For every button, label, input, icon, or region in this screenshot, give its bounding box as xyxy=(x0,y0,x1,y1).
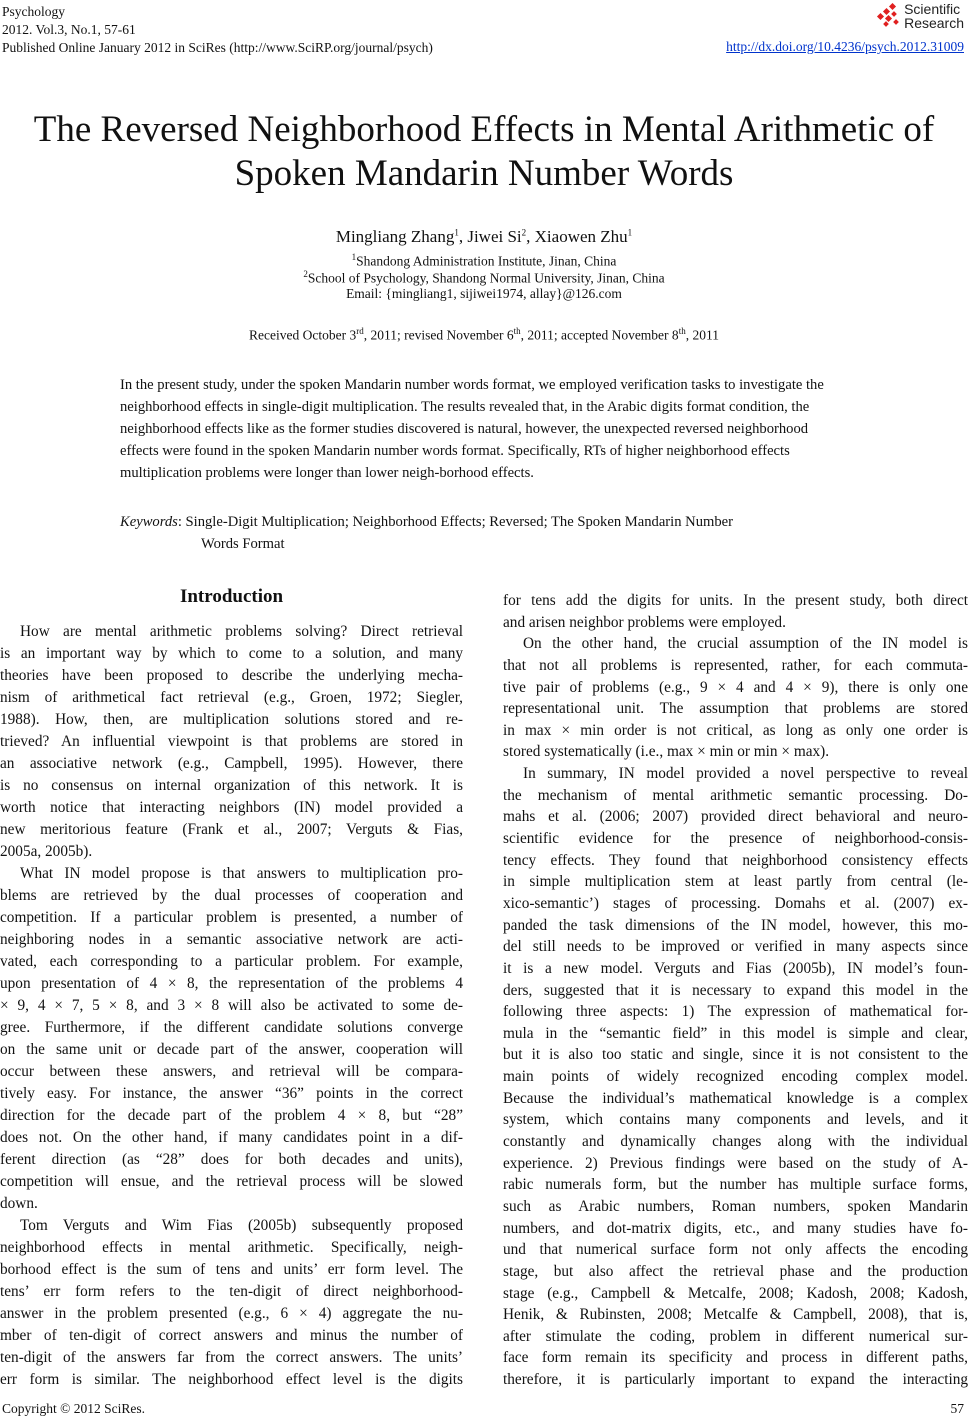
text-line: in simple multiplication stem at least partly from central (le- xyxy=(503,873,968,891)
author-sup: 1 xyxy=(454,227,459,238)
text-line: after stimulate the coding, problem in different numerical sur- xyxy=(503,1327,968,1345)
title-line-1: The Reversed Neighborhood Effects in Mental Arithmetic of xyxy=(33,109,935,150)
text-line: does not. On the other hand, if many candidates point in a dif- xyxy=(0,1129,463,1146)
text-line: stage (e.g., Campbell & Metcalfe, 2008; Kadosh, 2008; Kadosh, xyxy=(503,1284,968,1302)
text-line: 1988). How, then, are multiplication solutions stored and re- xyxy=(0,711,463,728)
abstract: In the present study, under the spoken Mandarin number words format, we employed verification tasks to investigate the neighborhood effects in single-digit multiplication. The results revealed that, in the Arabic digits format condition, the neighborhood effects like as the former studies discovered is natural, however, the unexpected reversed neighborhood effects were found in the spoken Mandarin number words format. Specifically, RTs of higher neighborhood effects multiplication problems were longer than lower neigh-borhood effects. xyxy=(120,377,824,481)
text-line: mula in the “semantic field” in this model is simple and clear, xyxy=(503,1024,968,1042)
text-line: In summary, IN model provided a novel perspective to reveal xyxy=(523,765,968,783)
text-line: theories have been proposed to describe the underlying mecha- xyxy=(0,667,463,684)
keywords-text-cont: Words Format xyxy=(201,536,285,552)
text-line: competition will ensue, and the retrieval process will be slowed xyxy=(0,1173,463,1190)
text-line: rabic numerals form, but the number has multiple surface forms, xyxy=(503,1176,968,1194)
text-line: an associative network (e.g., Campbell, 1995). However, there xyxy=(0,755,463,772)
text-line: representational unit. The assumption that problems are stored xyxy=(503,700,968,718)
date-sup: th xyxy=(678,326,686,336)
scientific-research-logo xyxy=(875,2,964,30)
text-line: down. xyxy=(0,1195,38,1212)
text-line: Because the individual’s mathematical knowledge is a complex xyxy=(503,1089,968,1107)
text-line: face form remain its specificity and process in different paths, xyxy=(503,1349,968,1367)
text-line: and arisen neighbor problems were employed. xyxy=(503,613,786,631)
aff-sup: 2 xyxy=(303,269,308,279)
section-heading: Introduction xyxy=(179,586,284,607)
received-text: , 2011 xyxy=(685,327,719,343)
text-line: constantly and dynamically changes along with the individual xyxy=(503,1133,968,1151)
paragraph xyxy=(0,863,463,1215)
text-line: tens’ err form refers to the ten-digit of direct neighborhood- xyxy=(0,1283,463,1300)
received-text: , 2011; revised November 6 xyxy=(363,327,514,343)
text-line: for tens add the digits for units. In the present study, both direct xyxy=(503,592,968,609)
text-line: blems are retrieved by the dual processes of cooperation and xyxy=(0,887,463,904)
received-text: , 2011; accepted November 8 xyxy=(520,327,679,343)
text-line: is no consensus on internal organization of this network. It is xyxy=(0,777,463,794)
left-column xyxy=(0,621,463,1391)
text-line: mahs et al. (2006; 2007) provided direct behavioral and neuro- xyxy=(503,808,968,826)
keywords-text: : Single-Digit Multiplication; Neighborhood Effects; Reversed; The Spoken Mandarin Number xyxy=(177,514,733,530)
journal-name: Psychology xyxy=(2,4,66,19)
author-email: Email: {mingliang1, sijiwei1974, allay}@126.com xyxy=(346,286,622,301)
running-header xyxy=(2,3,433,57)
text-line: numbers, and dot-matrix digits, etc., and many studies have fo- xyxy=(503,1219,968,1237)
paragraph xyxy=(503,590,968,633)
author-name: Jiwei Si xyxy=(467,227,522,246)
paragraph xyxy=(503,763,968,1391)
text-line: trieved? An influential viewpoint is that problems are stored in xyxy=(0,733,463,750)
text-line: system, which contains many components and levels, and it xyxy=(503,1111,968,1129)
text-line: neighboring nodes in a semantic associative network are acti- xyxy=(0,931,463,948)
text-line: 2005a, 2005b). xyxy=(0,843,93,860)
text-line: occur between these answers, and retrieval will be compara- xyxy=(0,1063,463,1080)
received-text: Received October 3 xyxy=(249,327,357,343)
text-line: How are mental arithmetic problems solving? Direct retrieval xyxy=(20,623,463,640)
right-column xyxy=(503,590,968,1391)
copyright: Copyright © 2012 SciRes. xyxy=(2,1401,146,1416)
author-name: Xiaowen Zhu xyxy=(534,227,628,246)
text-line: main points of widely recognized encoding complex model. xyxy=(503,1068,968,1086)
volume-info: 2012. Vol.3, No.1, 57-61 xyxy=(2,22,136,37)
text-line: the mechanism of mental arithmetic semantic processing. Do- xyxy=(503,786,968,804)
text-line: xico-semantic’) stages of processing. Domahs et al. (2007) ex- xyxy=(503,894,968,912)
text-line: und that numerical surface form not only affects the encoding xyxy=(503,1241,968,1259)
keywords xyxy=(120,511,848,555)
text-line: experience. 2) Previous findings were based on the study of A- xyxy=(503,1154,968,1172)
text-line: in max × min order is not critical, as long as only one order is xyxy=(503,721,968,739)
author-sup: 2 xyxy=(521,227,527,238)
text-line: × 9, 4 × 7, 5 × 8, and 3 × 8 will also be activated to some de- xyxy=(0,997,463,1014)
text-line: ten-digit of the answers far from the correct answers. The units’ xyxy=(0,1349,463,1366)
paper-title xyxy=(0,108,968,196)
text-line: competition. If a particular problem is presented, a number of xyxy=(0,909,463,926)
paragraph xyxy=(0,1215,463,1391)
paragraph xyxy=(0,621,463,863)
keywords-label: Keywords xyxy=(120,514,178,530)
text-line: but it is also too static and single, since it is not consistent to the xyxy=(503,1046,968,1064)
aff-text: Shandong Administration Institute, Jinan, China xyxy=(356,253,617,269)
paragraph xyxy=(503,633,968,763)
text-line: therefore, it is particularly important to expand the interacting xyxy=(503,1371,968,1389)
text-line: upon presentation of 4 × 8, the representation of the problems 4 xyxy=(0,975,463,992)
text-line: worth notice that interacting neighbors (IN) model provided a xyxy=(0,799,463,816)
text-line: vated, each corresponding to a particular problem. For example, xyxy=(0,953,463,970)
text-line: On the other hand, the crucial assumption of the IN model is xyxy=(523,635,968,653)
text-line: on the same unit or decade part of the answer, cooperation will xyxy=(0,1041,463,1058)
author-name: Mingliang Zhang xyxy=(335,227,455,246)
publication-info: Published Online January 2012 in SciRes (http://www.SciRP.org/journal/psych) xyxy=(2,40,433,55)
date-sup: th xyxy=(513,326,521,336)
text-line: stored systematically (i.e., max × min or min × max). xyxy=(503,743,830,761)
author-sup: 1 xyxy=(627,227,633,238)
text-line: borhood effect is the sum of tens and units’ err form level. The xyxy=(0,1261,463,1278)
logo-text-line2: Research xyxy=(904,15,964,31)
doi-link[interactable]: http://dx.doi.org/10.4236/psych.2012.31009 xyxy=(726,39,964,54)
text-line: neighborhood effects in mental arithmetic. Specifically, neigh- xyxy=(0,1239,463,1256)
text-line: it is a new model. Verguts and Fias (2005b), IN model’s foun- xyxy=(503,959,968,977)
title-line-2: Spoken Mandarin Number Words xyxy=(234,153,734,194)
text-line: following three aspects: 1) The expression of mathematical for- xyxy=(503,1003,968,1021)
text-line: nism of arithmetical fact retrieval (e.g., Groen, 1972; Siegler, xyxy=(0,689,463,706)
text-line: stage, but also affect the retrieval phase and the production xyxy=(503,1262,968,1280)
received-dates xyxy=(0,322,968,345)
text-line: err form is similar. The neighborhood effect level is the digits xyxy=(0,1371,463,1388)
text-line: that not all problems is represented, rather, for each commuta- xyxy=(503,656,968,674)
text-line: scientific evidence for the presence of neighborhood-consis- xyxy=(503,830,968,848)
text-line: What IN model propose is that answers to multiplication pro- xyxy=(20,865,463,882)
text-line: Henik, & Rubinsten, 2008; Metcalfe & Campbell, 2008), that is, xyxy=(503,1306,968,1324)
text-line: tency effects. They found that neighborhood consistency effects xyxy=(503,851,968,869)
text-line: such as Arabic numbers, Roman numbers, spoken Mandarin xyxy=(503,1197,968,1215)
date-sup: rd xyxy=(356,326,364,336)
text-line: panded the task dimensions of the IN model, however, this mo- xyxy=(503,916,968,934)
author-list: Mingliang Zhang$^1$, Jiwei Si$^2$, Xiaowen Zhu$^1$ xyxy=(335,227,633,246)
page-number: 57 xyxy=(950,1401,964,1416)
text-line: tive pair of problems (e.g., 9 × 4 and 4 × 9), there is only one xyxy=(503,678,968,696)
aff-text: School of Psychology, Shandong Normal University, Jinan, China xyxy=(307,270,665,286)
text-line: gree. Furthermore, if the different candidate solutions converge xyxy=(0,1019,463,1036)
text-line: is an important way by which to come to a solution, and many xyxy=(0,645,463,662)
text-line: answer in the problem presented (e.g., 6 × 4) aggregate the nu- xyxy=(0,1305,463,1322)
logo-text-line1: Scientific xyxy=(904,1,961,17)
text-line: mber of ten-digit of correct answers and minus the number of xyxy=(0,1327,463,1344)
text-line: direction for the decade part of the problem 4 × 8, but “28” xyxy=(0,1107,463,1124)
aff-sup: 1 xyxy=(351,252,357,262)
text-line: ferent direction (as “28” does for both decades and units), xyxy=(0,1151,463,1168)
text-line: Tom Verguts and Wim Fias (2005b) subsequently proposed xyxy=(20,1217,463,1234)
text-line: del still needs to be improved or verified in many aspects since xyxy=(503,938,968,956)
text-line: tively easy. For instance, the answer “36” points in the correct xyxy=(0,1085,463,1102)
logo-diamonds-icon xyxy=(875,3,901,29)
text-line: new meritorious feature (Frank et al., 2007; Verguts & Fias, xyxy=(0,821,463,838)
text-line: ders, suggested that it is necessary to expand this model in the xyxy=(503,981,968,999)
